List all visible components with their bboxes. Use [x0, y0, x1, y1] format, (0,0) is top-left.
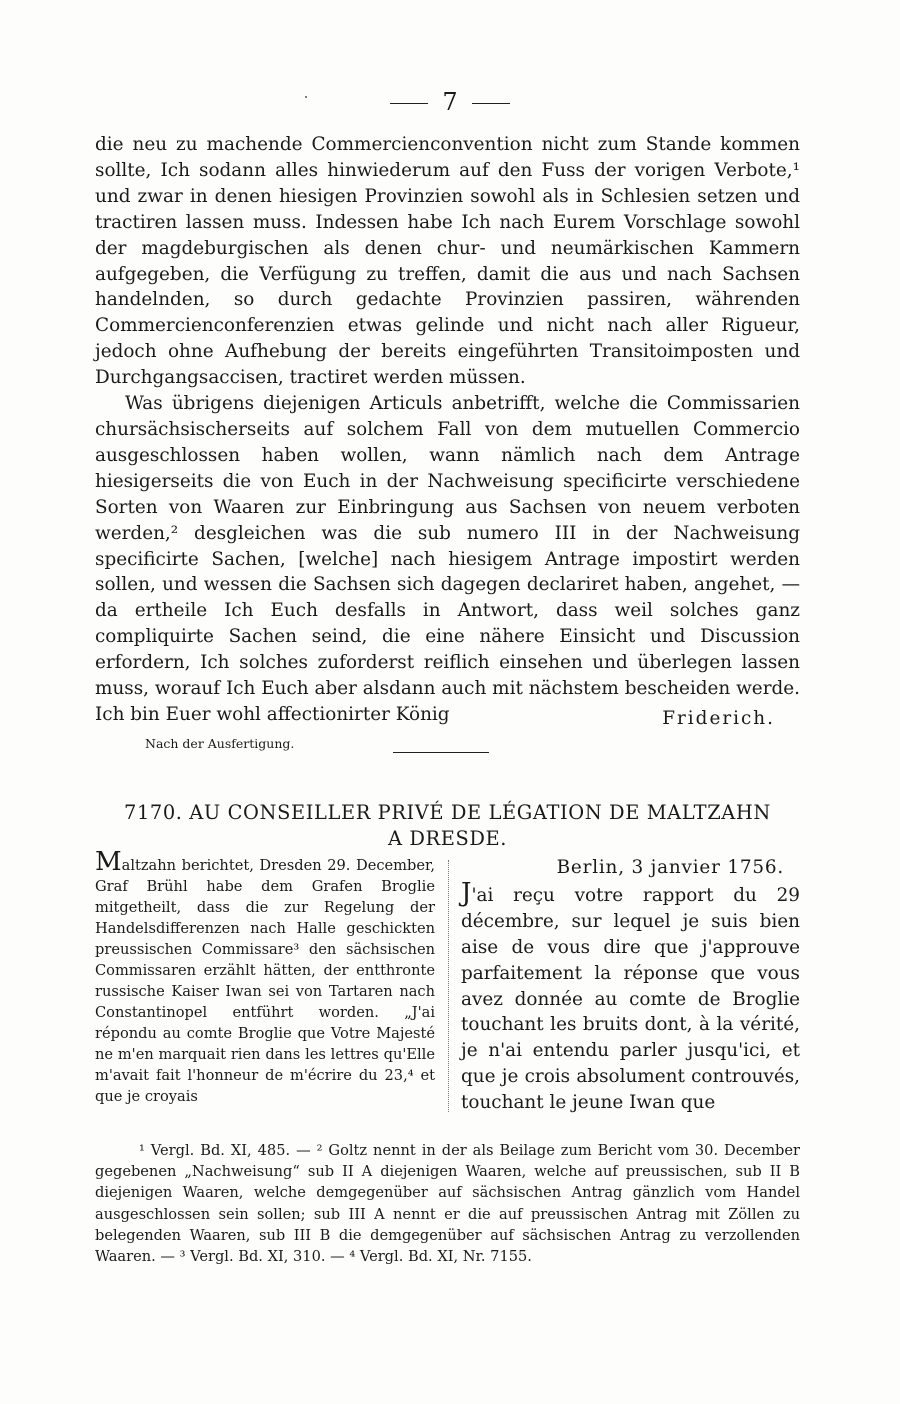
page-header	[0, 88, 900, 116]
page-number: 7	[442, 88, 458, 116]
section-divider	[393, 752, 489, 753]
signature: Friderich.	[662, 708, 775, 729]
footnotes	[95, 1140, 800, 1267]
header-rule-left	[390, 103, 428, 104]
footnote-text: ¹ Vergl. Bd. XI, 485. — ² Goltz nennt in der als Beilage zum Bericht vom 30. December gegebenen „Nachweisung“ sub II A diejenigen Waaren, welche auf preussischen, sub II B diejenigen Waaren, welche demgegenüber auf sächsischen Antrag gänzlich vom Handel ausgeschlossen sein sollen; sub III A nennt er die auf preussischen Antrag mit Zöllen zu belegenden Waaren, sub III B die demgegenüber auf sächsischen Antrag zu verzollenden Waaren. — ³ Vergl. Bd. XI, 310. — ⁴ Vergl. Bd. XI, Nr. 7155.	[95, 1142, 800, 1266]
letter-paragraph-1: die neu zu machende Commercienconvention nicht zum Stande kommen sollte, Ich sodann alles hinwiederum auf den Fuss der vorigen Verbote,¹ und zwar in denen hiesigen Provinzien sowohl als in Schlesien setzen und tractiren lassen muss. Indessen habe Ich nach Eurem Vorschlage sowohl der magdeburgischen als denen chur- und neumärkischen Kammern aufgegeben, die Verfügung zu treffen, damit die aus und nach Sachsen handelnden, so durch gedachte Provinzien passiren, währenden Commercienconferenzien etwas gelinde und nicht nach aller Rigueur, jedoch ohne Aufhebung der bereits eingeführten Transitoimposten und Durchgangsaccisen, tractiret werden müssen.	[95, 134, 800, 389]
letter-paragraph-2: Was übrigens diejenigen Articuls anbetrifft, welche die Commissarien chursächsischerseits auf solchem Fall von dem mutuellen Commercio ausgeschlossen haben wollen, wann nämlich nach dem Antrage hiesigerseits die von Euch in der Nachweisung specificirte verschiedene Sorten von Waaren zur Einbringung aus Sachsen von neuem verboten werden,² desgleichen was die sub numero III in der Nachweisung specificirte Sachen, [welche] nach hiesigem Antrage impostirt werden sollen, und wessen die Sachsen sich dagegen declariret haben, angehet, — da ertheile Ich Euch desfalls in Antwort, dass weil solches ganz compliquirte Sachen seind, die eine nähere Einsicht und Discussion erfordern, Ich solches zuforderst reiflich einsehen und überlegen lassen muss, worauf Ich Euch aber alsdann auch mit nächstem bescheiden werde. Ich bin Euer wohl affectionirter König	[95, 393, 800, 725]
summary-column	[95, 847, 435, 1107]
column-divider	[448, 860, 449, 1112]
source-note: Nach der Ausfertigung.	[145, 736, 295, 751]
letter-column	[461, 855, 800, 1116]
dateline: Berlin, 3 janvier 1756.	[556, 857, 784, 878]
body-dropcap: J	[461, 877, 472, 908]
document-heading	[95, 800, 800, 852]
body-text: 'ai reçu votre rapport du 29 décembre, sur lequel je suis bien aise de vous dire que j'approuve parfaitement la réponse que vous avez donnée au comte de Broglie touchant les bruits dont, à la vérité, je n'ai entendu parler jusqu'ici, et que je crois absolument controuvés, touchant le jeune Iwan que	[461, 884, 800, 1114]
letter-body	[95, 132, 800, 728]
summary-text: altzahn berichtet, Dresden 29. December, Graf Brühl habe dem Grafen Broglie mitgetheilt, dass die zur Regelung der Handelsdifferenzen nach Halle geschickten preussischen Commissare³ den sächsischen Commissaren erzählt hätten, der entthronte russische Kaiser Iwan sei von Tartaren nach Constantinopel entführt worden. „J'ai répondu au comte Broglie que Votre Majesté ne m'en marquait rien dans les lettres qu'Elle m'avait fait l'honneur de m'écrire du 23,⁴ et que je croyais	[95, 857, 435, 1105]
heading-line-2: A DRESDE.	[387, 827, 508, 850]
french-letter-text	[461, 877, 800, 1116]
header-rule-right	[472, 103, 510, 104]
summary-dropcap: M	[95, 847, 122, 877]
heading-line-1: 7170. AU CONSEILLER PRIVÉ DE LÉGATION DE MALTZAHN	[124, 801, 771, 824]
